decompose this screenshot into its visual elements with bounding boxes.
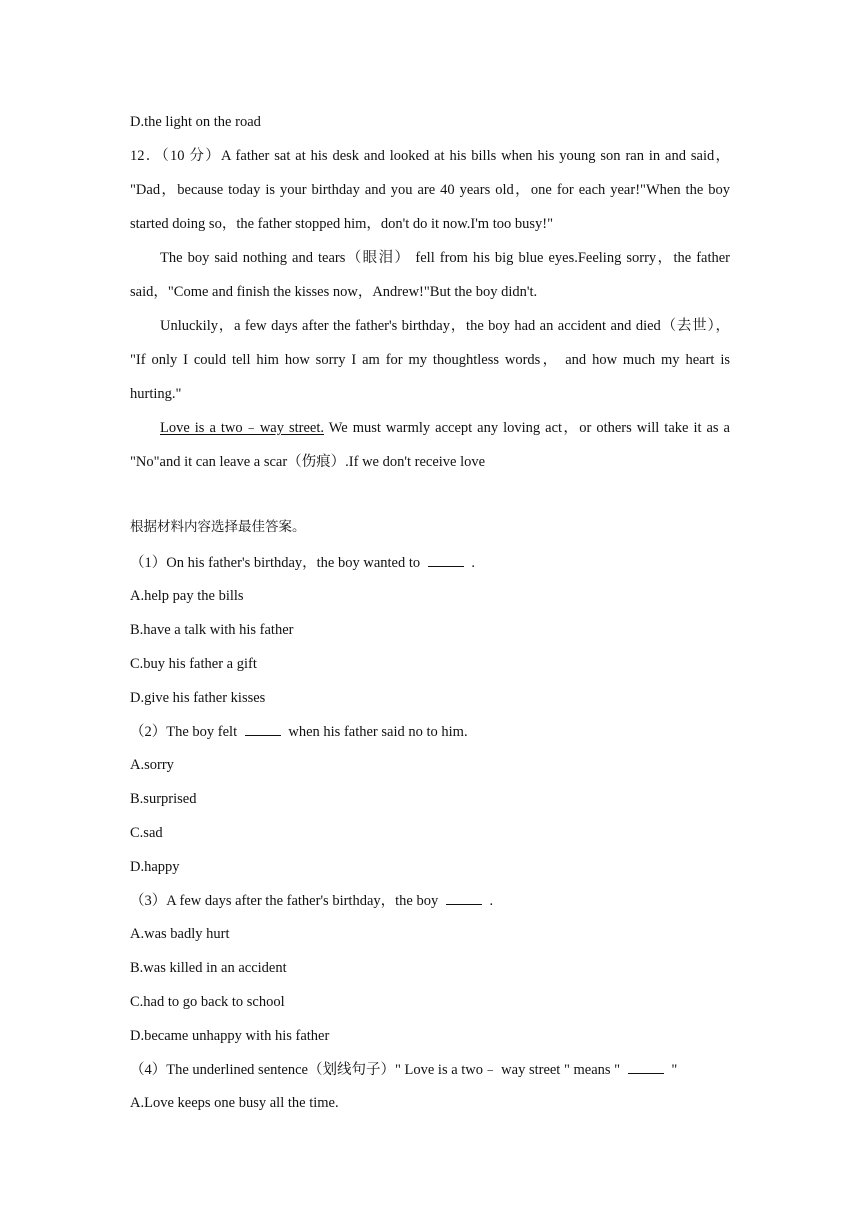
question-stem xyxy=(130,890,730,911)
option-a: A.Love keeps one busy all the time. xyxy=(130,1095,339,1111)
passage-line: hurting." xyxy=(130,386,182,402)
option-a: A.help pay the bills xyxy=(130,588,244,604)
passage-line: said，"Come and finish the kisses now，Andrew!"But the boy didn't. xyxy=(130,284,538,300)
answer-blank[interactable] xyxy=(628,1059,664,1074)
option-b: B.surprised xyxy=(130,791,197,807)
passage-line: Unluckily，a few days after the father's birthday，the boy had an accident and died（去世）， xyxy=(160,318,730,334)
option-a: A.was badly hurt xyxy=(130,926,230,942)
passage-line: "Dad，because today is your birthday and you are 40 years old，one for each year!"When the boy xyxy=(130,182,730,198)
stem-text: （3）A few days after the father's birthday，the boy xyxy=(130,893,442,909)
q12-header: 12．（10 分）A father sat at his desk and looked at his bills when his young son ran in and said， xyxy=(130,148,730,164)
option-d: D.happy xyxy=(130,859,180,875)
option-c: C.sad xyxy=(130,825,163,841)
option-d: D.give his father kisses xyxy=(130,690,266,706)
stem-text: （2）The boy felt xyxy=(130,724,241,740)
q11-option-d: D.the light on the road xyxy=(130,114,261,130)
passage-line xyxy=(160,418,730,438)
option-b: B.was killed in an accident xyxy=(130,960,287,976)
option-b: B.have a talk with his father xyxy=(130,622,294,638)
stem-text: . xyxy=(467,555,476,571)
passage-line: "No"and it can leave a scar（伤痕）.If we don't receive love xyxy=(130,454,486,470)
stem-text: （1）On his father's birthday，the boy wanted to xyxy=(130,555,424,571)
underlined-sentence: Love is a two﹣way street. xyxy=(160,420,325,436)
passage-line: started doing so，the father stopped him，don't do it now.I'm too busy!" xyxy=(130,216,553,232)
option-d: D.became unhappy with his father xyxy=(130,1028,330,1044)
instruction: 根据材料内容选择最佳答案。 xyxy=(130,519,306,535)
stem-text: " xyxy=(667,1062,678,1078)
option-c: C.buy his father a gift xyxy=(130,656,257,672)
option-c: C.had to go back to school xyxy=(130,994,285,1010)
answer-blank[interactable] xyxy=(446,890,482,905)
passage-line: The boy said nothing and tears（眼泪） fell from his big blue eyes.Feeling sorry，the father xyxy=(160,250,730,266)
stem-text: when his father said no to him. xyxy=(284,724,468,740)
passage-line: "If only I could tell him how sorry I am for my thoughtless words， and how much my heart is xyxy=(130,352,730,368)
question-stem xyxy=(130,552,730,573)
answer-blank[interactable] xyxy=(428,552,464,567)
option-a: A.sorry xyxy=(130,757,174,773)
stem-text: . xyxy=(485,893,494,909)
question-stem xyxy=(130,1059,730,1080)
question-stem xyxy=(130,721,730,742)
stem-text: （4）The underlined sentence（划线句子）" Love is a two﹣ way street " means " xyxy=(130,1062,624,1078)
passage-text: We must warmly accept any loving act，or others will take it as a xyxy=(324,420,730,436)
answer-blank[interactable] xyxy=(245,721,281,736)
